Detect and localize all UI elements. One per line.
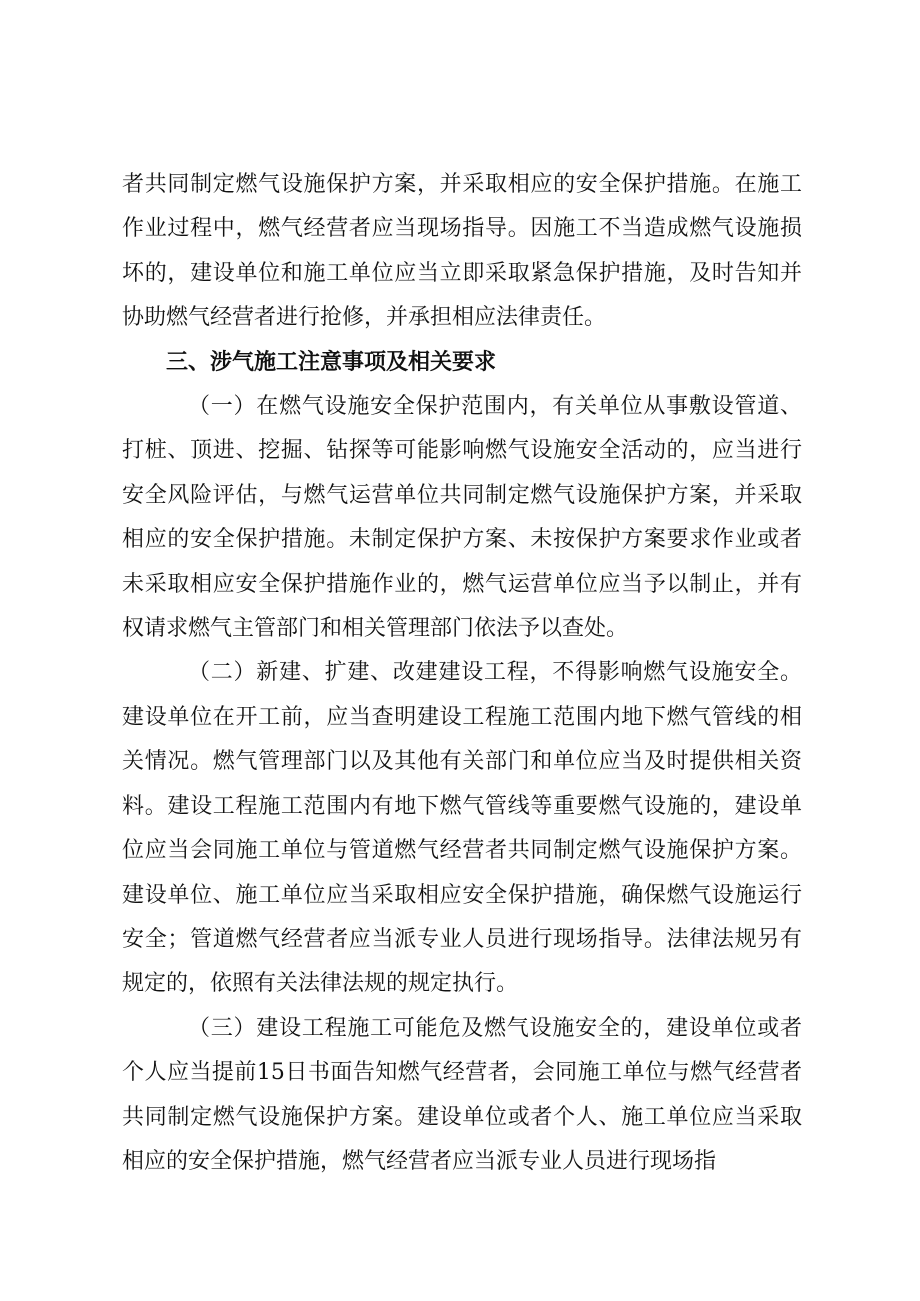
- document-body: [122, 163, 802, 1184]
- paragraph-item-1: （一）在燃气设施安全保护范围内，有关单位从事敷设管道、打桩、顶进、挖掘、钻探等可能影响燃气设施安全活动的，应当进行安全风险评估，与燃气运营单位共同制定燃气设施保护方案，并采取相应的安全保护措施。未制定保护方案、未按保护方案要求作业或者未采取相应安全保护措施作业的，燃气运营单位应当予以制止，并有权请求燃气主管部门和相关管理部门依法予以查处。: [122, 394, 802, 642]
- paragraph-item-2: （二）新建、扩建、改建建设工程，不得影响燃气设施安全。建设单位在开工前，应当查明建设工程施工范围内地下燃气管线的相关情况。燃气管理部门以及其他有关部门和单位应当及时提供相关资料。建设工程施工范围内有地下燃气管线等重要燃气设施的，建设单位应当会同施工单位与管道燃气经营者共同制定燃气设施保护方案。建设单位、施工单位应当采取相应安全保护措施，确保燃气设施运行安全；管道燃气经营者应当派专业人员进行现场指导。法律法规另有规定的，依照有关法律法规的规定执行。: [122, 660, 802, 997]
- paragraph-item-3: （三）建设工程施工可能危及燃气设施安全的，建设单位或者个人应当提前15日书面告知燃气经营者，会同施工单位与燃气经营者共同制定燃气设施保护方案。建设单位或者个人、施工单位应当采取相应的安全保护措施，燃气经营者应当派专业人员进行现场指: [122, 1015, 802, 1174]
- paragraph-continuation: 者共同制定燃气设施保护方案，并采取相应的安全保护措施。在施工作业过程中，燃气经营者应当现场指导。因施工不当造成燃气设施损坏的，建设单位和施工单位应当立即采取紧急保护措施，及时告知并协助燃气经营者进行抢修，并承担相应法律责任。: [122, 172, 802, 331]
- section-heading: 三、涉气施工注意事项及相关要求: [166, 349, 497, 375]
